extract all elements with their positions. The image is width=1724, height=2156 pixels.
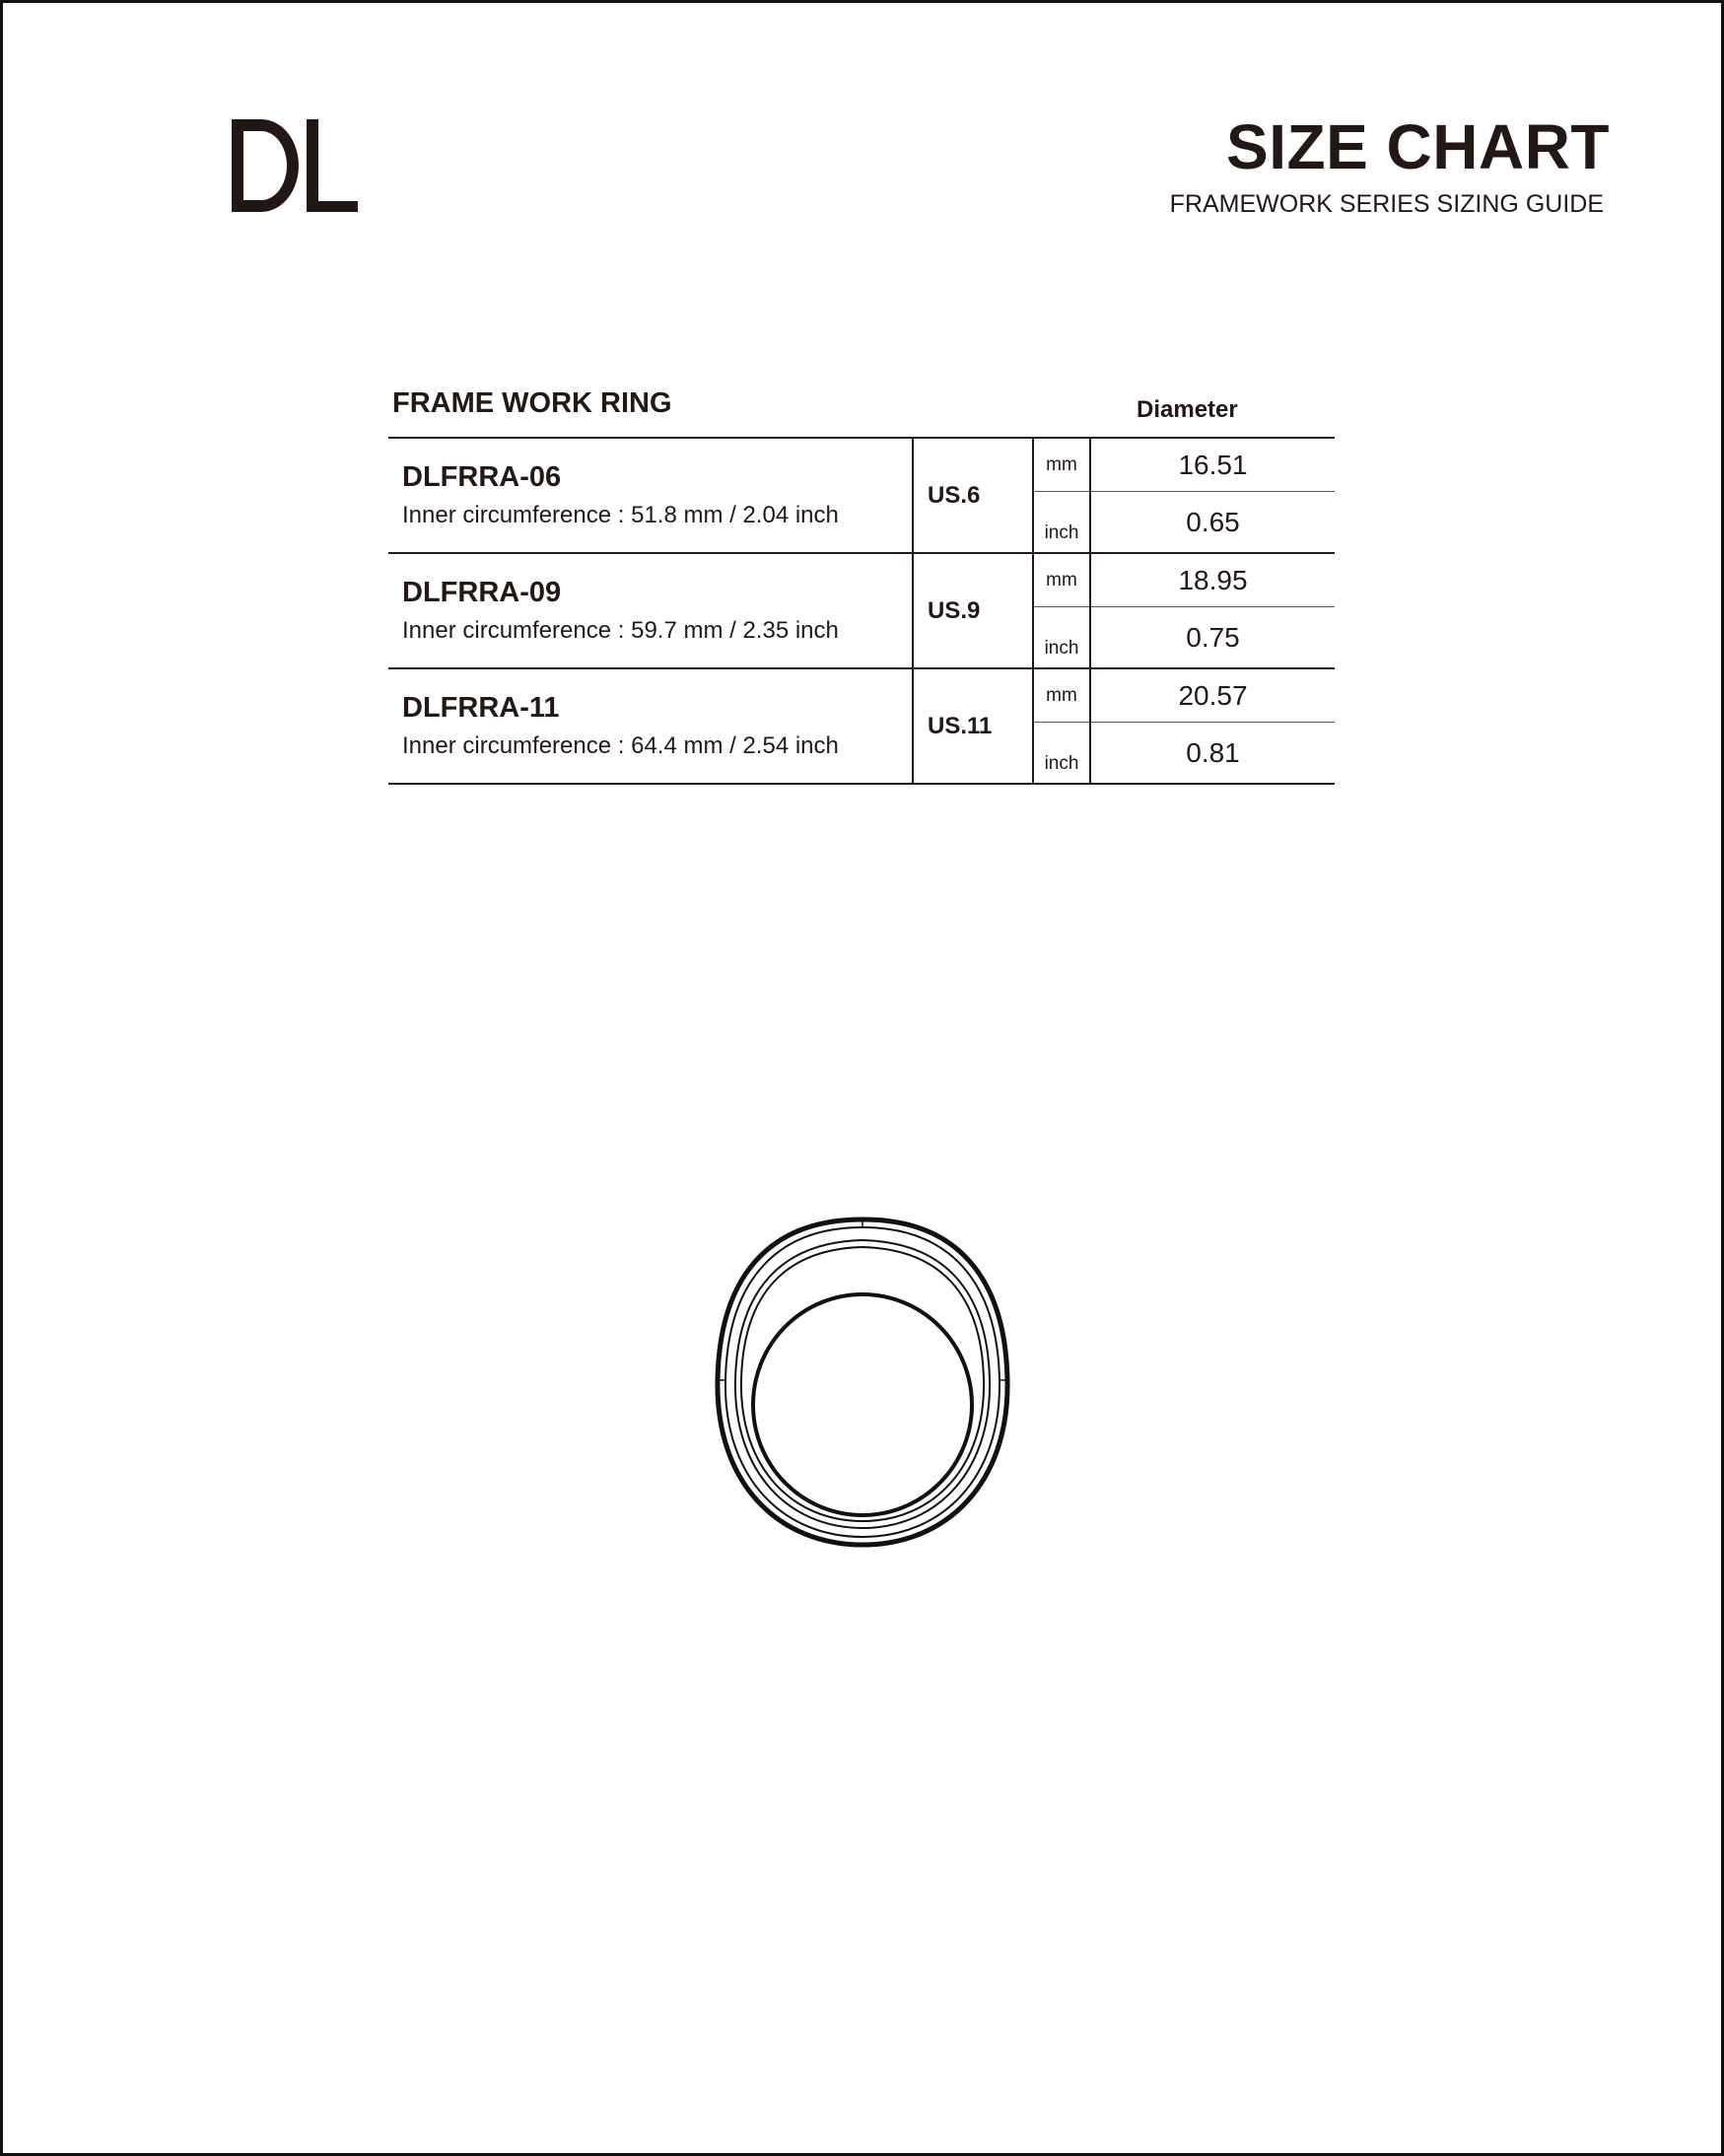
table-row: [388, 438, 1335, 492]
product-cell: [388, 553, 913, 668]
product-code: DLFRRA-11: [402, 692, 560, 724]
ring-inner-circle: [753, 1294, 972, 1515]
ring-illustration: [710, 1208, 1015, 1558]
unit-mm-label: mm: [1033, 668, 1090, 723]
unit-inch-label: inch: [1033, 607, 1090, 669]
product-cell: [388, 438, 913, 553]
diameter-mm: 18.95: [1090, 553, 1335, 607]
product-code: DLFRRA-09: [402, 577, 562, 608]
us-size: US.9: [913, 553, 1033, 668]
unit-mm-label: mm: [1033, 438, 1090, 492]
product-cell: [388, 668, 913, 784]
diameter-inch: 0.81: [1090, 723, 1335, 785]
ring-band-line: [725, 1227, 1000, 1537]
table-row: [388, 668, 1335, 723]
dl-logo: [232, 116, 360, 215]
diameter-mm: 20.57: [1090, 668, 1335, 723]
unit-mm-label: mm: [1033, 553, 1090, 607]
inner-circumference: Inner circumference : 59.7 mm / 2.35 inch: [402, 617, 839, 644]
size-table: [388, 437, 1335, 785]
unit-inch-label: inch: [1033, 723, 1090, 785]
page-title: SIZE CHART: [1226, 111, 1610, 182]
us-size: US.11: [913, 668, 1033, 784]
ring-band-line: [741, 1247, 984, 1521]
diameter-inch: 0.75: [1090, 607, 1335, 669]
product-code: DLFRRA-06: [402, 461, 562, 493]
inner-circumference: Inner circumference : 64.4 mm / 2.54 inch: [402, 732, 839, 759]
section-title: FRAME WORK RING: [392, 387, 672, 419]
diameter-inch: 0.65: [1090, 492, 1335, 554]
inner-circumference: Inner circumference : 51.8 mm / 2.04 inch: [402, 502, 839, 528]
diameter-mm: 16.51: [1090, 438, 1335, 492]
diameter-header: Diameter: [1137, 396, 1238, 423]
us-size: US.6: [913, 438, 1033, 553]
table-row: [388, 553, 1335, 607]
unit-inch-label: inch: [1033, 492, 1090, 554]
page-subtitle: FRAMEWORK SERIES SIZING GUIDE: [1169, 190, 1604, 218]
